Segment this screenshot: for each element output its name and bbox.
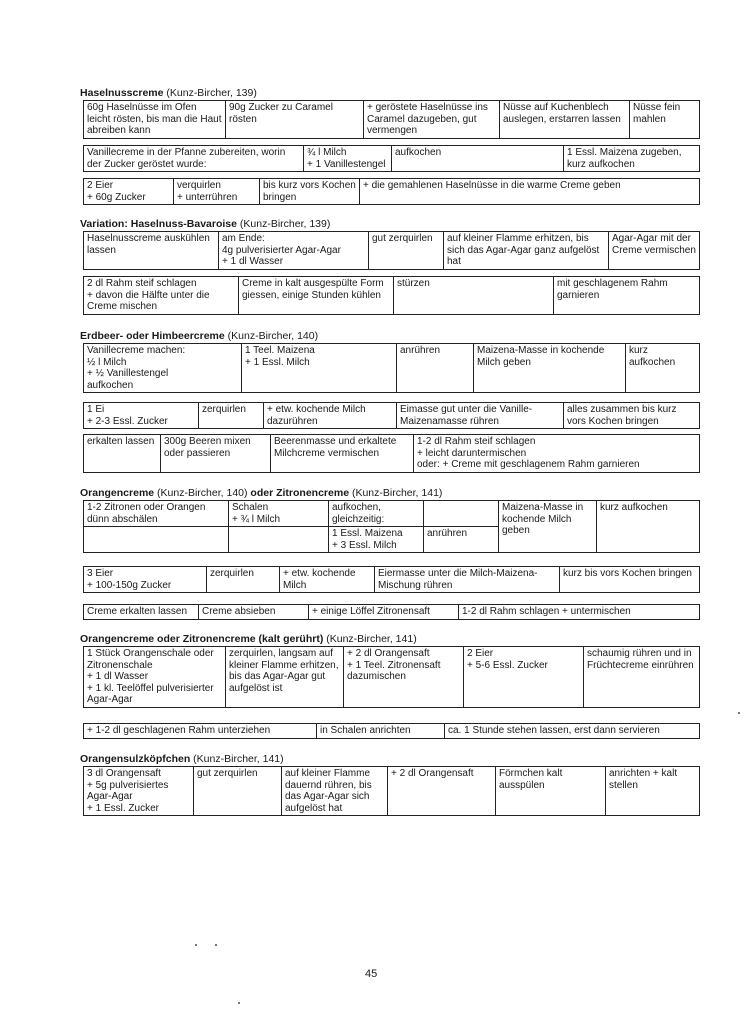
table-cell: Creme in kalt ausgespülte Form giessen, einige Stunden kühlen bbox=[239, 277, 394, 315]
scan-speck bbox=[195, 944, 197, 946]
table-cell: + 2 dl Orangensaft + 1 Teel. Zitronensaft dazumischen bbox=[344, 647, 464, 708]
table-cell: 2 Eier + 5-6 Essl. Zucker bbox=[464, 647, 584, 708]
recipe-table bbox=[83, 402, 700, 429]
table-cell: Vanillecreme machen: ½ l Milch + ½ Vanillestengel aufkochen bbox=[84, 344, 242, 393]
table-cell: Vanillecreme in der Pfanne zubereiten, worin der Zucker geröstet wurde: bbox=[84, 146, 304, 172]
recipe-table bbox=[83, 566, 700, 593]
table-row bbox=[84, 767, 700, 816]
table-cell bbox=[424, 501, 499, 527]
table-cell: in Schalen anrichten bbox=[317, 724, 445, 739]
table-cell: + 1-2 dl geschlagenen Rahm unterziehen bbox=[84, 724, 317, 739]
table-row bbox=[84, 403, 700, 429]
table-row bbox=[84, 232, 700, 270]
table-cell: 1 Stück Orangenschale oder Zitronenschale + 1 dl Wasser + 1 kl. Teelöffel pulverisierter Agar-Agar bbox=[84, 647, 226, 708]
recipe-table bbox=[83, 231, 700, 270]
table-cell: 3 Eier + 100-150g Zucker bbox=[84, 567, 207, 593]
table-cell: 1-2 Zitronen oder Orangen dünn abschälen bbox=[84, 501, 229, 527]
section-title-orangencreme: Orangencreme (Kunz-Bircher, 140) oder Zitronencreme (Kunz-Bircher, 141) bbox=[80, 487, 443, 499]
table-cell: Haselnusscreme auskühlen lassen bbox=[84, 232, 219, 270]
table-row bbox=[84, 605, 700, 620]
table-cell: anrühren bbox=[424, 527, 499, 553]
table-cell: Nüsse fein mahlen bbox=[630, 101, 700, 139]
table-cell: Nüsse auf Kuchenblech auslegen, erstarren lassen bbox=[500, 101, 630, 139]
table-row bbox=[84, 435, 700, 473]
table-cell: auf kleiner Flamme erhitzen, bis sich das Agar-Agar ganz aufgelöst hat bbox=[444, 232, 609, 270]
table-cell: 1-2 dl Rahm schlagen + untermischen bbox=[459, 605, 700, 620]
table-row bbox=[84, 101, 700, 139]
table-cell: 90g Zucker zu Caramel rösten bbox=[226, 101, 364, 139]
table-row bbox=[84, 179, 700, 205]
table-row bbox=[84, 647, 700, 708]
table-cell: + die gemahlenen Haselnüsse in die warme Creme geben bbox=[360, 179, 700, 205]
page-number: 45 bbox=[365, 968, 378, 980]
table-cell: ¾ l Milch + 1 Vanillestengel bbox=[304, 146, 392, 172]
table-cell: Maizena-Masse in kochende Milch geben bbox=[499, 501, 597, 553]
table-cell: aufkochen, gleichzeitig: bbox=[329, 501, 424, 527]
table-cell: Creme erkalten lassen bbox=[84, 605, 199, 620]
table-cell: 3 dl Orangensaft + 5g pulverisiertes Agar-Agar + 1 Essl. Zucker bbox=[84, 767, 194, 816]
table-cell: anrühren bbox=[397, 344, 474, 393]
table-cell: verquirlen + unterrühren bbox=[174, 179, 260, 205]
recipe-table bbox=[83, 434, 700, 473]
table-cell bbox=[229, 527, 329, 553]
table-cell: anrichten + kalt stellen bbox=[606, 767, 700, 816]
recipe-table bbox=[83, 145, 700, 172]
scan-speck bbox=[215, 944, 217, 946]
table-cell: ca. 1 Stunde stehen lassen, erst dann servieren bbox=[445, 724, 700, 739]
table-cell: gut zerquirlen bbox=[369, 232, 444, 270]
table-cell: schaumig rühren und in Früchtecreme einrühren bbox=[584, 647, 700, 708]
table-cell: Schalen + ¾ l Milch bbox=[229, 501, 329, 527]
table-row bbox=[84, 501, 700, 527]
table-cell: Eimasse gut unter die Vanille-Maizenamasse rühren bbox=[397, 403, 564, 429]
table-cell: aufkochen bbox=[392, 146, 564, 172]
recipe-table bbox=[83, 604, 700, 620]
table-cell: Eiermasse unter die Milch-Maizena-Mischung rühren bbox=[375, 567, 560, 593]
table-cell: mit geschlagenem Rahm garnieren bbox=[554, 277, 700, 315]
table-cell: 2 Eier + 60g Zucker bbox=[84, 179, 174, 205]
table-cell: bis kurz vors Kochen bringen bbox=[260, 179, 360, 205]
table-cell: 1-2 dl Rahm steif schlagen + leicht daruntermischen oder: + Creme mit geschlagenem Rahm garnieren bbox=[414, 435, 700, 473]
table-cell: auf kleiner Flamme dauernd rühren, bis das Agar-Agar sich aufgelöst hat bbox=[282, 767, 388, 816]
table-cell: kurz bis vors Kochen bringen bbox=[560, 567, 700, 593]
section-title-bavaroise: Variation: Haselnuss-Bavaroise (Kunz-Bircher, 139) bbox=[80, 218, 331, 230]
table-cell: Agar-Agar mit der Creme vermischen bbox=[609, 232, 700, 270]
section-title-erdbeercreme: Erdbeer- oder Himbeercreme (Kunz-Bircher, 140) bbox=[80, 330, 319, 342]
table-cell: Beerenmasse und erkaltete Milchcreme vermischen bbox=[271, 435, 414, 473]
recipe-table bbox=[83, 766, 700, 816]
table-cell: zerquirlen bbox=[207, 567, 280, 593]
table-row bbox=[84, 724, 700, 739]
table-cell: 300g Beeren mixen oder passieren bbox=[161, 435, 271, 473]
recipe-table bbox=[83, 646, 700, 708]
section-title-orangensulzkoepfchen: Orangensulzköpfchen (Kunz-Bircher, 141) bbox=[80, 753, 284, 765]
table-cell: alles zusammen bis kurz vors Kochen bringen bbox=[564, 403, 700, 429]
table-row bbox=[84, 567, 700, 593]
table-cell: stürzen bbox=[394, 277, 554, 315]
recipe-table bbox=[83, 723, 700, 739]
table-cell: kurz aufkochen bbox=[626, 344, 700, 393]
table-cell: 2 dl Rahm steif schlagen + davon die Hälfte unter die Creme mischen bbox=[84, 277, 239, 315]
table-cell: zerquirlen bbox=[199, 403, 264, 429]
table-cell: 1 Essl. Maizena + 3 Essl. Milch bbox=[329, 527, 424, 553]
table-cell bbox=[84, 527, 229, 553]
table-cell: Förmchen kalt ausspülen bbox=[496, 767, 606, 816]
table-cell: + einige Löffel Zitronensaft bbox=[309, 605, 459, 620]
section-title-kalt-geruehrt: Orangencreme oder Zitronencreme (kalt gerührt) (Kunz-Bircher, 141) bbox=[80, 633, 417, 645]
table-cell: Creme absieben bbox=[199, 605, 309, 620]
recipe-table bbox=[83, 178, 700, 205]
table-cell: Maizena-Masse in kochende Milch geben bbox=[474, 344, 626, 393]
scan-speck bbox=[738, 712, 740, 714]
table-cell: gut zerquirlen bbox=[194, 767, 282, 816]
table-row bbox=[84, 344, 700, 393]
recipe-table bbox=[83, 100, 700, 139]
table-cell: kurz aufkochen bbox=[597, 501, 700, 553]
table-cell: + geröstete Haselnüsse ins Caramel dazugeben, gut vermengen bbox=[364, 101, 500, 139]
table-cell: + etw. kochende Milch bbox=[280, 567, 375, 593]
table-cell: 1 Teel. Maizena + 1 Essl. Milch bbox=[242, 344, 397, 393]
table-cell: am Ende: 4g pulverisierter Agar-Agar + 1 dl Wasser bbox=[219, 232, 369, 270]
table-cell: erkalten lassen bbox=[84, 435, 161, 473]
table-cell: zerquirlen, langsam auf kleiner Flamme erhitzen, bis das Agar-Agar gut aufgelöst ist bbox=[226, 647, 344, 708]
recipe-table bbox=[83, 276, 700, 315]
recipe-table bbox=[83, 500, 700, 553]
table-cell: 1 Ei + 2-3 Essl. Zucker bbox=[84, 403, 199, 429]
section-title-haselnusscreme: Haselnusscreme (Kunz-Bircher, 139) bbox=[80, 87, 257, 99]
table-cell: + etw. kochende Milch dazurühren bbox=[264, 403, 397, 429]
table-cell: + 2 dl Orangensaft bbox=[388, 767, 496, 816]
table-row bbox=[84, 277, 700, 315]
scan-speck bbox=[238, 1002, 240, 1004]
recipe-table bbox=[83, 343, 700, 393]
table-row bbox=[84, 146, 700, 172]
table-cell: 60g Haselnüsse im Ofen leicht rösten, bis man die Haut abreiben kann bbox=[84, 101, 226, 139]
table-cell: 1 Essl. Maizena zugeben, kurz aufkochen bbox=[564, 146, 700, 172]
